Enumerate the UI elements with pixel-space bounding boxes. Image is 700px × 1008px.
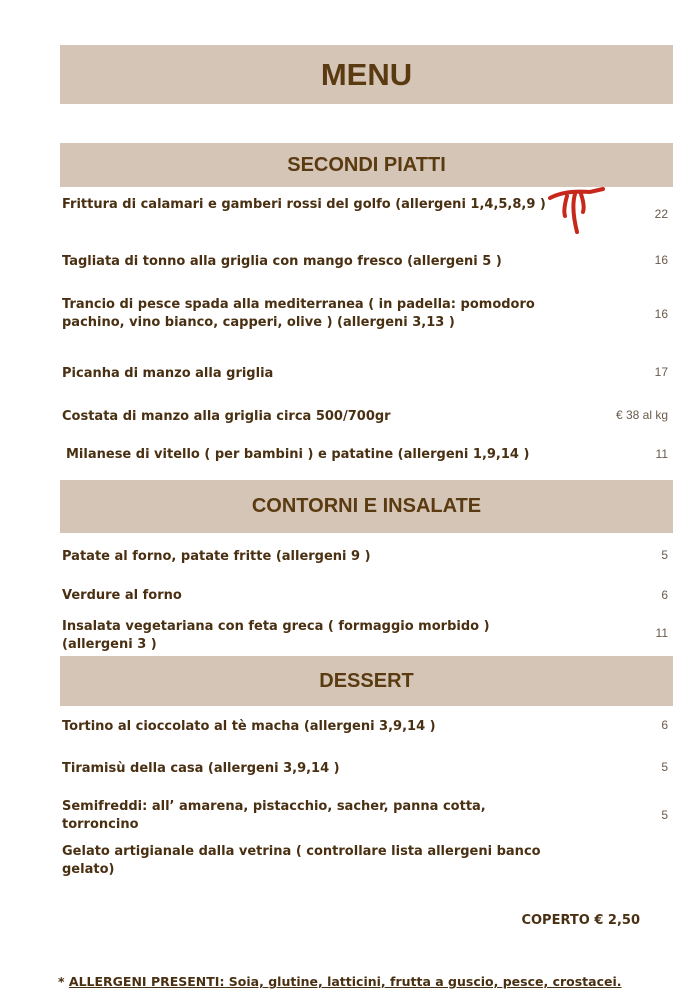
menu-item: Tagliata di tonno alla griglia con mango fresco (allergeni 5 ) [62, 254, 502, 269]
menu-item: Gelato artigianale dalla vetrina ( controllare lista allergeni banco gelato) [62, 844, 541, 877]
item-price: 16 [654, 307, 668, 321]
coperto-charge: COPERTO € 2,50 [521, 913, 640, 928]
menu-item: Frittura di calamari e gamberi rossi del golfo (allergeni 1,4,5,8,9 ) [62, 197, 546, 212]
allergens-list: Soia, glutine, latticini, frutta a guscio, pesce, crostacei. [224, 974, 622, 989]
item-price: 6 [661, 588, 668, 602]
menu-item: Insalata vegetariana con feta greca ( formaggio morbido ) (allergeni 3 ) [62, 619, 490, 652]
menu-item: Tiramisù della casa (allergeni 3,9,14 ) [62, 761, 340, 776]
item-price: 5 [661, 548, 668, 562]
asterisk: * [58, 974, 65, 989]
section-header-secondi: SECONDI PIATTI [60, 143, 673, 187]
menu-item: Trancio di pesce spada alla mediterranea ( in padella: pomodoro pachino, vino bianco, capperi, olive ) (allergeni 3,13 ) [62, 297, 535, 330]
menu-item: Picanha di manzo alla griglia [62, 366, 274, 381]
item-price: 22 [654, 207, 668, 221]
menu-item: Tortino al cioccolato al tè macha (allergeni 3,9,14 ) [62, 719, 436, 734]
allergens-label: ALLERGENI PRESENTI: [68, 974, 225, 989]
menu-item: Costata di manzo alla griglia circa 500/700gr [62, 409, 391, 424]
item-price: 5 [661, 808, 668, 822]
item-price: 6 [661, 718, 668, 732]
item-price: 11 [655, 447, 668, 461]
allergens-note [58, 974, 622, 989]
section-header-contorni: CONTORNI E INSALATE [60, 480, 673, 533]
item-price: 17 [654, 365, 668, 379]
item-price: 11 [655, 626, 668, 640]
section-header-dessert: DESSERT [60, 656, 673, 706]
allergens-underlined [69, 974, 622, 989]
menu-item: Semifreddi: all’ amarena, pistacchio, sacher, panna cotta, torroncino [62, 799, 486, 832]
item-price: 16 [654, 253, 668, 267]
item-price: € 38 al kg [615, 408, 668, 422]
menu-item: Patate al forno, patate fritte (allergeni 9 ) [62, 549, 371, 564]
menu-item: Milanese di vitello ( per bambini ) e patatine (allergeni 1,9,14 ) [66, 447, 530, 462]
menu-item: Verdure al forno [62, 588, 182, 603]
menu-title: MENU [60, 45, 673, 104]
item-price: 5 [661, 760, 668, 774]
